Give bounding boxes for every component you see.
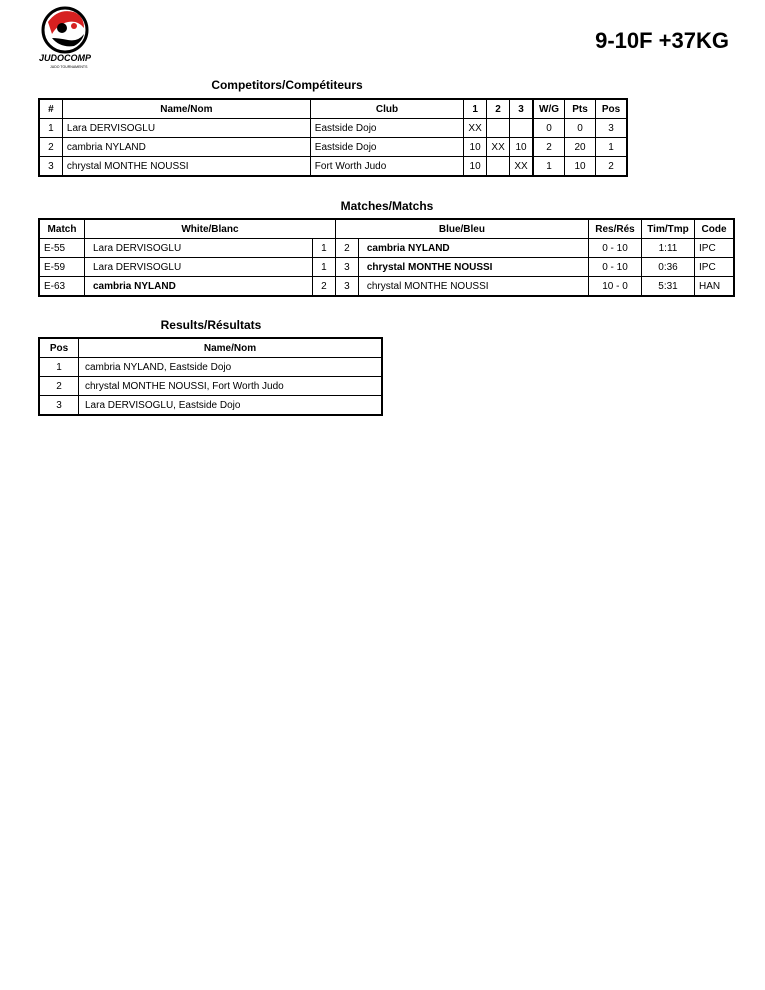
col-time: Tim/Tmp xyxy=(642,219,695,239)
cell-res: 0 - 10 xyxy=(589,258,642,277)
cell-res: 0 - 10 xyxy=(589,239,642,258)
cell-name: Lara DERVISOGLU xyxy=(62,119,310,138)
cell-num: 2 xyxy=(39,138,62,157)
col-num: # xyxy=(39,99,62,119)
table-row xyxy=(39,157,627,177)
col-white: White/Blanc xyxy=(85,219,336,239)
col-pos: Pos xyxy=(39,338,79,358)
cell-r3: 10 xyxy=(510,138,533,157)
col-code: Code xyxy=(695,219,735,239)
cell-time: 1:11 xyxy=(642,239,695,258)
matches-header-row xyxy=(39,219,734,239)
cell-r1: 10 xyxy=(464,138,487,157)
cell-club: Eastside Dojo xyxy=(310,119,463,138)
cell-r2 xyxy=(487,119,510,138)
table-row xyxy=(39,258,734,277)
cell-name: chrystal MONTHE NOUSSI xyxy=(62,157,310,177)
cell-match: E-55 xyxy=(39,239,85,258)
cell-white: Lara DERVISOGLU xyxy=(85,239,313,258)
cell-name: Lara DERVISOGLU, Eastside Dojo xyxy=(79,396,383,416)
cell-blue-num: 3 xyxy=(335,277,358,297)
judocomp-logo xyxy=(38,4,100,70)
cell-blue-num: 2 xyxy=(335,239,358,258)
competitors-title: Competitors/Compétiteurs xyxy=(211,78,363,92)
results-table xyxy=(38,337,383,416)
table-row xyxy=(39,239,734,258)
cell-white-num: 1 xyxy=(312,258,335,277)
cell-name: cambria NYLAND, Eastside Dojo xyxy=(79,358,383,377)
col-match: Match xyxy=(39,219,85,239)
results-title: Results/Résultats xyxy=(160,318,262,332)
cell-pts: 0 xyxy=(565,119,596,138)
table-row xyxy=(39,358,382,377)
cell-white: cambria NYLAND xyxy=(85,277,313,297)
table-row xyxy=(39,377,382,396)
cell-name: cambria NYLAND xyxy=(62,138,310,157)
cell-res: 10 - 0 xyxy=(589,277,642,297)
cell-blue-num: 3 xyxy=(335,258,358,277)
matches-table xyxy=(38,218,735,297)
cell-pts: 20 xyxy=(565,138,596,157)
cell-match: E-63 xyxy=(39,277,85,297)
cell-code: IPC xyxy=(695,239,735,258)
cell-wg: 1 xyxy=(533,157,564,177)
table-row xyxy=(39,119,627,138)
logo-subtext: JUDO TOURNAMENTS xyxy=(50,65,88,69)
table-row xyxy=(39,277,734,297)
division-title: 9-10F +37KG xyxy=(595,28,729,53)
results-header-row xyxy=(39,338,382,358)
col-res: Res/Rés xyxy=(589,219,642,239)
cell-r2: XX xyxy=(487,138,510,157)
cell-pos: 1 xyxy=(39,358,79,377)
cell-pos: 3 xyxy=(595,119,627,138)
cell-r2 xyxy=(487,157,510,177)
cell-wg: 2 xyxy=(533,138,564,157)
cell-pos: 2 xyxy=(39,377,79,396)
cell-code: HAN xyxy=(695,277,735,297)
competitors-table xyxy=(38,98,628,177)
matches-title: Matches/Matchs xyxy=(340,199,434,213)
cell-blue: cambria NYLAND xyxy=(358,239,588,258)
table-row xyxy=(39,138,627,157)
cell-name: chrystal MONTHE NOUSSI, Fort Worth Judo xyxy=(79,377,383,396)
cell-blue: chrystal MONTHE NOUSSI xyxy=(358,258,588,277)
cell-pts: 10 xyxy=(565,157,596,177)
logo-text: JUDOCOMP xyxy=(39,53,92,63)
table-row xyxy=(39,396,382,416)
cell-pos: 3 xyxy=(39,396,79,416)
cell-pos: 1 xyxy=(595,138,627,157)
col-pos: Pos xyxy=(595,99,627,119)
cell-r1: 10 xyxy=(464,157,487,177)
cell-r3 xyxy=(510,119,533,138)
col-pts: Pts xyxy=(565,99,596,119)
cell-time: 0:36 xyxy=(642,258,695,277)
cell-code: IPC xyxy=(695,258,735,277)
cell-pos: 2 xyxy=(595,157,627,177)
col-wg: W/G xyxy=(533,99,564,119)
cell-wg: 0 xyxy=(533,119,564,138)
col-name: Name/Nom xyxy=(62,99,310,119)
cell-club: Fort Worth Judo xyxy=(310,157,463,177)
col-name: Name/Nom xyxy=(79,338,383,358)
cell-blue: chrystal MONTHE NOUSSI xyxy=(358,277,588,297)
cell-num: 1 xyxy=(39,119,62,138)
cell-time: 5:31 xyxy=(642,277,695,297)
cell-num: 3 xyxy=(39,157,62,177)
cell-match: E-59 xyxy=(39,258,85,277)
competitors-header-row xyxy=(39,99,627,119)
col-r2: 2 xyxy=(487,99,510,119)
cell-white-num: 1 xyxy=(312,239,335,258)
col-blue: Blue/Bleu xyxy=(335,219,588,239)
col-r1: 1 xyxy=(464,99,487,119)
cell-r1: XX xyxy=(464,119,487,138)
col-r3: 3 xyxy=(510,99,533,119)
cell-club: Eastside Dojo xyxy=(310,138,463,157)
col-club: Club xyxy=(310,99,463,119)
cell-r3: XX xyxy=(510,157,533,177)
cell-white-num: 2 xyxy=(312,277,335,297)
cell-white: Lara DERVISOGLU xyxy=(85,258,313,277)
